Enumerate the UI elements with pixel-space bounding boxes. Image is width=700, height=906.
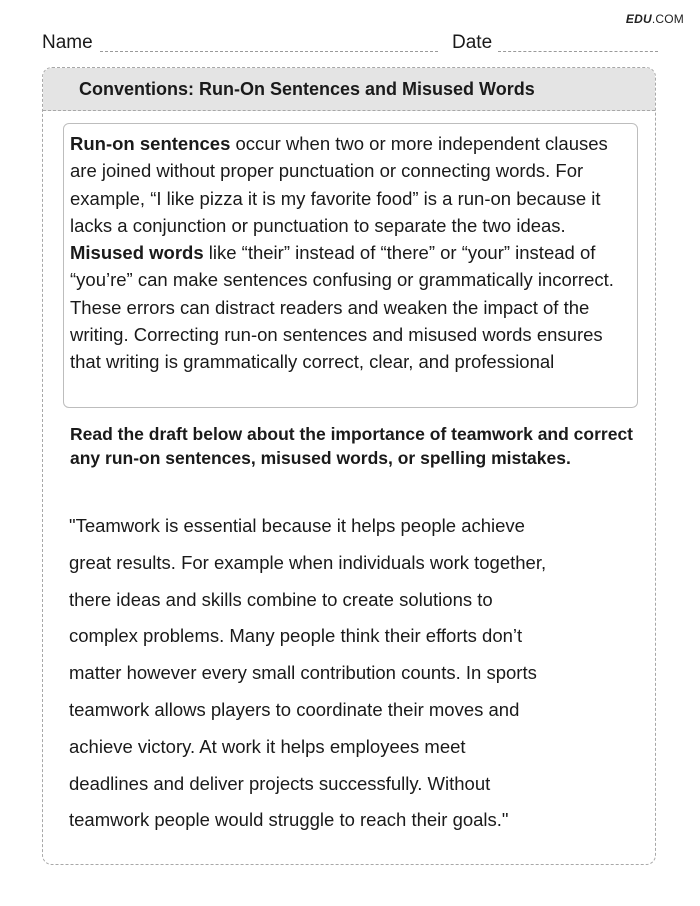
draft-line: deadlines and deliver projects successfully. Without	[69, 772, 491, 794]
date-label: Date	[452, 32, 493, 53]
definition-text-2: like “their” instead of “there” or “your” instead of “you’re” can make sentences confusing or grammatically incorrect. These errors can distract readers and weaken the impact of the writing. Correcting run-on sentences and misused words ensures that writing is grammatically correct, clear, and professional	[70, 242, 614, 373]
draft-line: matter however every small contribution counts. In sports	[69, 662, 537, 684]
worksheet-card	[42, 67, 656, 865]
card-title: Conventions: Run-On Sentences and Misused Words	[43, 68, 655, 111]
draft-paragraph	[69, 508, 639, 839]
draft-line: achieve victory. At work it helps employees meet	[69, 735, 466, 757]
name-label: Name	[42, 32, 93, 53]
draft-line: teamwork allows players to coordinate their moves and	[69, 698, 520, 720]
definition-text-1: occur when two or more independent clauses are joined without proper punctuation or connecting words. For example, “I like pizza it is my favorite food” is a run-on because it lacks a conjunction or punctuation to separate the two ideas.	[70, 133, 608, 236]
definition-box	[63, 123, 638, 408]
draft-line: great results. For example when individuals work together,	[69, 551, 547, 573]
draft-line: complex problems. Many people think their efforts don’t	[69, 625, 523, 647]
draft-line: teamwork people would struggle to reach their goals."	[69, 809, 509, 831]
draft-line: there ideas and skills combine to create solutions to	[69, 588, 493, 610]
name-date-row	[42, 30, 658, 54]
term-misused: Misused words	[70, 242, 204, 264]
term-run-on: Run-on sentences	[70, 133, 231, 154]
edu-logo	[626, 12, 684, 26]
name-write-line[interactable]	[100, 51, 438, 52]
date-write-line[interactable]	[498, 51, 658, 52]
instruction-text: Read the draft below about the importance of teamwork and correct any run-on sentences, misused words, or spelling mistakes.	[70, 424, 634, 468]
logo-suffix: .COM	[651, 12, 684, 26]
draft-line: "Teamwork is essential because it helps people achieve	[69, 515, 525, 536]
logo-brand: EDU	[625, 12, 652, 26]
